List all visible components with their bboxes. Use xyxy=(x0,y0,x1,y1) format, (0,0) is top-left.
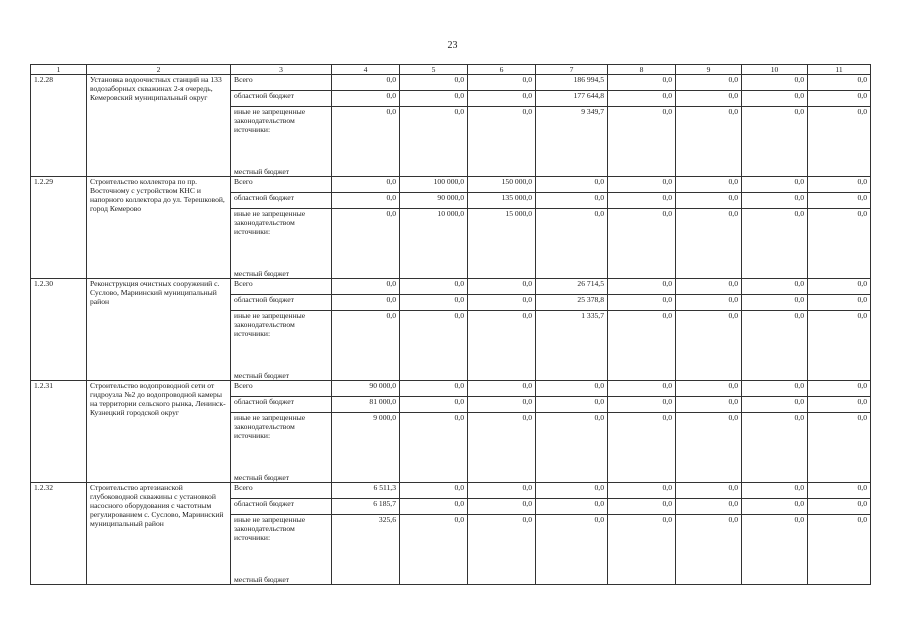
amount-cell: 0,0 xyxy=(742,381,808,397)
amount-cell: 0,0 xyxy=(400,397,468,413)
amount-cell: 0,0 xyxy=(468,311,536,381)
amount-cell: 0,0 xyxy=(742,209,808,279)
column-header: 9 xyxy=(676,65,742,75)
amount-cell: 0,0 xyxy=(332,75,400,91)
amount-cell: 0,0 xyxy=(468,397,536,413)
amount-cell: 6 185,7 xyxy=(332,499,400,515)
amount-cell: 186 994,5 xyxy=(536,75,608,91)
amount-cell: 0,0 xyxy=(676,193,742,209)
item-name: Строительство водопроводной сети от гидроузла №2 до водопроводной камеры на территории сельского рынка, Ленинск-Кузнецкий городской округ xyxy=(87,381,231,483)
amount-cell: 0,0 xyxy=(400,75,468,91)
table-row xyxy=(31,381,871,397)
source-local xyxy=(231,107,332,177)
column-header: 6 xyxy=(468,65,536,75)
amount-cell: 0,0 xyxy=(676,413,742,483)
amount-cell: 0,0 xyxy=(468,107,536,177)
item-code: 1.2.32 xyxy=(31,483,87,585)
amount-cell: 0,0 xyxy=(332,209,400,279)
amount-cell: 0,0 xyxy=(808,107,871,177)
source-local-label: местный бюджет xyxy=(234,472,290,482)
column-header: 4 xyxy=(332,65,400,75)
item-code: 1.2.28 xyxy=(31,75,87,177)
amount-cell: 0,0 xyxy=(468,91,536,107)
amount-cell: 0,0 xyxy=(676,75,742,91)
source-regional: областной бюджет xyxy=(231,91,332,107)
column-header: 3 xyxy=(231,65,332,75)
amount-cell: 0,0 xyxy=(608,397,676,413)
amount-cell: 0,0 xyxy=(808,397,871,413)
source-local xyxy=(231,413,332,483)
item-name: Установка водоочистных станций на 133 водозаборных скважинах 2-я очередь, Кемеровский муниципальный округ xyxy=(87,75,231,177)
source-regional: областной бюджет xyxy=(231,499,332,515)
amount-cell: 90 000,0 xyxy=(400,193,468,209)
amount-cell: 0,0 xyxy=(608,75,676,91)
amount-cell: 0,0 xyxy=(400,381,468,397)
table-row xyxy=(31,75,871,91)
source-regional: областной бюджет xyxy=(231,295,332,311)
source-total: Всего xyxy=(231,177,332,193)
amount-cell: 0,0 xyxy=(400,515,468,585)
amount-cell: 0,0 xyxy=(676,209,742,279)
item-code: 1.2.30 xyxy=(31,279,87,381)
amount-cell: 0,0 xyxy=(742,515,808,585)
amount-cell: 0,0 xyxy=(536,397,608,413)
amount-cell: 0,0 xyxy=(608,499,676,515)
amount-cell: 0,0 xyxy=(808,515,871,585)
amount-cell: 9 349,7 xyxy=(536,107,608,177)
amount-cell: 0,0 xyxy=(742,279,808,295)
amount-cell: 0,0 xyxy=(808,483,871,499)
amount-cell: 0,0 xyxy=(332,279,400,295)
amount-cell: 0,0 xyxy=(676,311,742,381)
amount-cell: 0,0 xyxy=(332,91,400,107)
amount-cell: 100 000,0 xyxy=(400,177,468,193)
amount-cell: 0,0 xyxy=(536,483,608,499)
column-header: 8 xyxy=(608,65,676,75)
source-regional: областной бюджет xyxy=(231,397,332,413)
amount-cell: 0,0 xyxy=(676,177,742,193)
source-other-label: иные не запрещенные законодательством источники: xyxy=(234,209,306,237)
amount-cell: 0,0 xyxy=(400,295,468,311)
source-other-label: иные не запрещенные законодательством источники: xyxy=(234,413,306,441)
amount-cell: 0,0 xyxy=(468,279,536,295)
amount-cell: 9 000,0 xyxy=(332,413,400,483)
amount-cell: 0,0 xyxy=(332,295,400,311)
amount-cell: 0,0 xyxy=(608,193,676,209)
amount-cell: 0,0 xyxy=(808,381,871,397)
amount-cell: 0,0 xyxy=(400,499,468,515)
amount-cell: 0,0 xyxy=(808,295,871,311)
amount-cell: 0,0 xyxy=(608,381,676,397)
item-name: Строительство артезианской глубоководной скважины с установкой насосного оборудования с частотным регулированием с. Суслово, Мариинский муниципальный район xyxy=(87,483,231,585)
item-name: Строительство коллектора по пр. Восточному с устройством КНС и напорного коллектора до ул. Терешковой, город Кемерово xyxy=(87,177,231,279)
amount-cell: 81 000,0 xyxy=(332,397,400,413)
amount-cell: 0,0 xyxy=(332,177,400,193)
amount-cell: 0,0 xyxy=(742,397,808,413)
item-code: 1.2.31 xyxy=(31,381,87,483)
source-total: Всего xyxy=(231,381,332,397)
amount-cell: 6 511,3 xyxy=(332,483,400,499)
amount-cell: 0,0 xyxy=(536,209,608,279)
amount-cell: 0,0 xyxy=(400,413,468,483)
amount-cell: 10 000,0 xyxy=(400,209,468,279)
source-local-label: местный бюджет xyxy=(234,166,290,176)
amount-cell: 0,0 xyxy=(608,91,676,107)
table-row xyxy=(31,177,871,193)
source-local xyxy=(231,209,332,279)
amount-cell: 0,0 xyxy=(808,499,871,515)
source-regional: областной бюджет xyxy=(231,193,332,209)
amount-cell: 0,0 xyxy=(608,177,676,193)
amount-cell: 0,0 xyxy=(676,279,742,295)
amount-cell: 0,0 xyxy=(536,515,608,585)
amount-cell: 0,0 xyxy=(332,311,400,381)
amount-cell: 0,0 xyxy=(468,295,536,311)
amount-cell: 0,0 xyxy=(332,193,400,209)
amount-cell: 0,0 xyxy=(400,107,468,177)
amount-cell: 0,0 xyxy=(742,75,808,91)
amount-cell: 0,0 xyxy=(742,193,808,209)
source-other-label: иные не запрещенные законодательством источники: xyxy=(234,515,306,543)
amount-cell: 0,0 xyxy=(608,279,676,295)
source-total: Всего xyxy=(231,75,332,91)
amount-cell: 0,0 xyxy=(676,499,742,515)
table-row xyxy=(31,279,871,295)
amount-cell: 0,0 xyxy=(676,107,742,177)
item-code: 1.2.29 xyxy=(31,177,87,279)
column-header: 5 xyxy=(400,65,468,75)
amount-cell: 0,0 xyxy=(468,75,536,91)
amount-cell: 0,0 xyxy=(536,381,608,397)
amount-cell: 150 000,0 xyxy=(468,177,536,193)
amount-cell: 0,0 xyxy=(742,177,808,193)
amount-cell: 1 335,7 xyxy=(536,311,608,381)
amount-cell: 135 000,0 xyxy=(468,193,536,209)
amount-cell: 0,0 xyxy=(536,499,608,515)
amount-cell: 25 378,8 xyxy=(536,295,608,311)
amount-cell: 0,0 xyxy=(608,295,676,311)
amount-cell: 0,0 xyxy=(400,279,468,295)
amount-cell: 0,0 xyxy=(400,483,468,499)
table-row xyxy=(31,483,871,499)
amount-cell: 0,0 xyxy=(676,91,742,107)
amount-cell: 0,0 xyxy=(742,483,808,499)
amount-cell: 0,0 xyxy=(468,499,536,515)
amount-cell: 0,0 xyxy=(536,177,608,193)
source-local-label: местный бюджет xyxy=(234,574,290,584)
amount-cell: 0,0 xyxy=(676,381,742,397)
amount-cell: 0,0 xyxy=(332,107,400,177)
header-row xyxy=(31,65,871,75)
amount-cell: 0,0 xyxy=(808,91,871,107)
source-other-label: иные не запрещенные законодательством источники: xyxy=(234,311,306,339)
budget-table xyxy=(30,64,871,585)
source-local-label: местный бюджет xyxy=(234,370,290,380)
amount-cell: 0,0 xyxy=(468,483,536,499)
amount-cell: 0,0 xyxy=(742,91,808,107)
amount-cell: 0,0 xyxy=(536,413,608,483)
amount-cell: 0,0 xyxy=(608,483,676,499)
amount-cell: 0,0 xyxy=(808,413,871,483)
amount-cell: 0,0 xyxy=(608,515,676,585)
amount-cell: 0,0 xyxy=(808,209,871,279)
amount-cell: 0,0 xyxy=(676,397,742,413)
page-number: 23 xyxy=(447,40,458,51)
amount-cell: 26 714,5 xyxy=(536,279,608,295)
amount-cell: 90 000,0 xyxy=(332,381,400,397)
source-total: Всего xyxy=(231,279,332,295)
source-local xyxy=(231,311,332,381)
amount-cell: 0,0 xyxy=(676,483,742,499)
amount-cell: 0,0 xyxy=(608,209,676,279)
amount-cell: 0,0 xyxy=(676,295,742,311)
column-header: 2 xyxy=(87,65,231,75)
amount-cell: 0,0 xyxy=(608,311,676,381)
amount-cell: 0,0 xyxy=(808,75,871,91)
amount-cell: 0,0 xyxy=(808,279,871,295)
column-header: 7 xyxy=(536,65,608,75)
amount-cell: 0,0 xyxy=(468,413,536,483)
column-header: 1 xyxy=(31,65,87,75)
amount-cell: 0,0 xyxy=(468,381,536,397)
amount-cell: 0,0 xyxy=(400,91,468,107)
amount-cell: 325,6 xyxy=(332,515,400,585)
column-header: 10 xyxy=(742,65,808,75)
amount-cell: 0,0 xyxy=(468,515,536,585)
source-local xyxy=(231,515,332,585)
amount-cell: 0,0 xyxy=(808,177,871,193)
amount-cell: 0,0 xyxy=(536,193,608,209)
amount-cell: 0,0 xyxy=(742,413,808,483)
amount-cell: 0,0 xyxy=(742,107,808,177)
amount-cell: 0,0 xyxy=(808,193,871,209)
source-total: Всего xyxy=(231,483,332,499)
amount-cell: 0,0 xyxy=(742,499,808,515)
item-name: Реконструкция очистных сооружений с. Суслово, Мариинский муниципальный район xyxy=(87,279,231,381)
amount-cell: 15 000,0 xyxy=(468,209,536,279)
amount-cell: 0,0 xyxy=(608,413,676,483)
source-local-label: местный бюджет xyxy=(234,268,290,278)
source-other-label: иные не запрещенные законодательством источники: xyxy=(234,107,306,135)
amount-cell: 177 644,8 xyxy=(536,91,608,107)
amount-cell: 0,0 xyxy=(742,295,808,311)
amount-cell: 0,0 xyxy=(808,311,871,381)
amount-cell: 0,0 xyxy=(676,515,742,585)
column-header: 11 xyxy=(808,65,871,75)
amount-cell: 0,0 xyxy=(742,311,808,381)
amount-cell: 0,0 xyxy=(608,107,676,177)
amount-cell: 0,0 xyxy=(400,311,468,381)
